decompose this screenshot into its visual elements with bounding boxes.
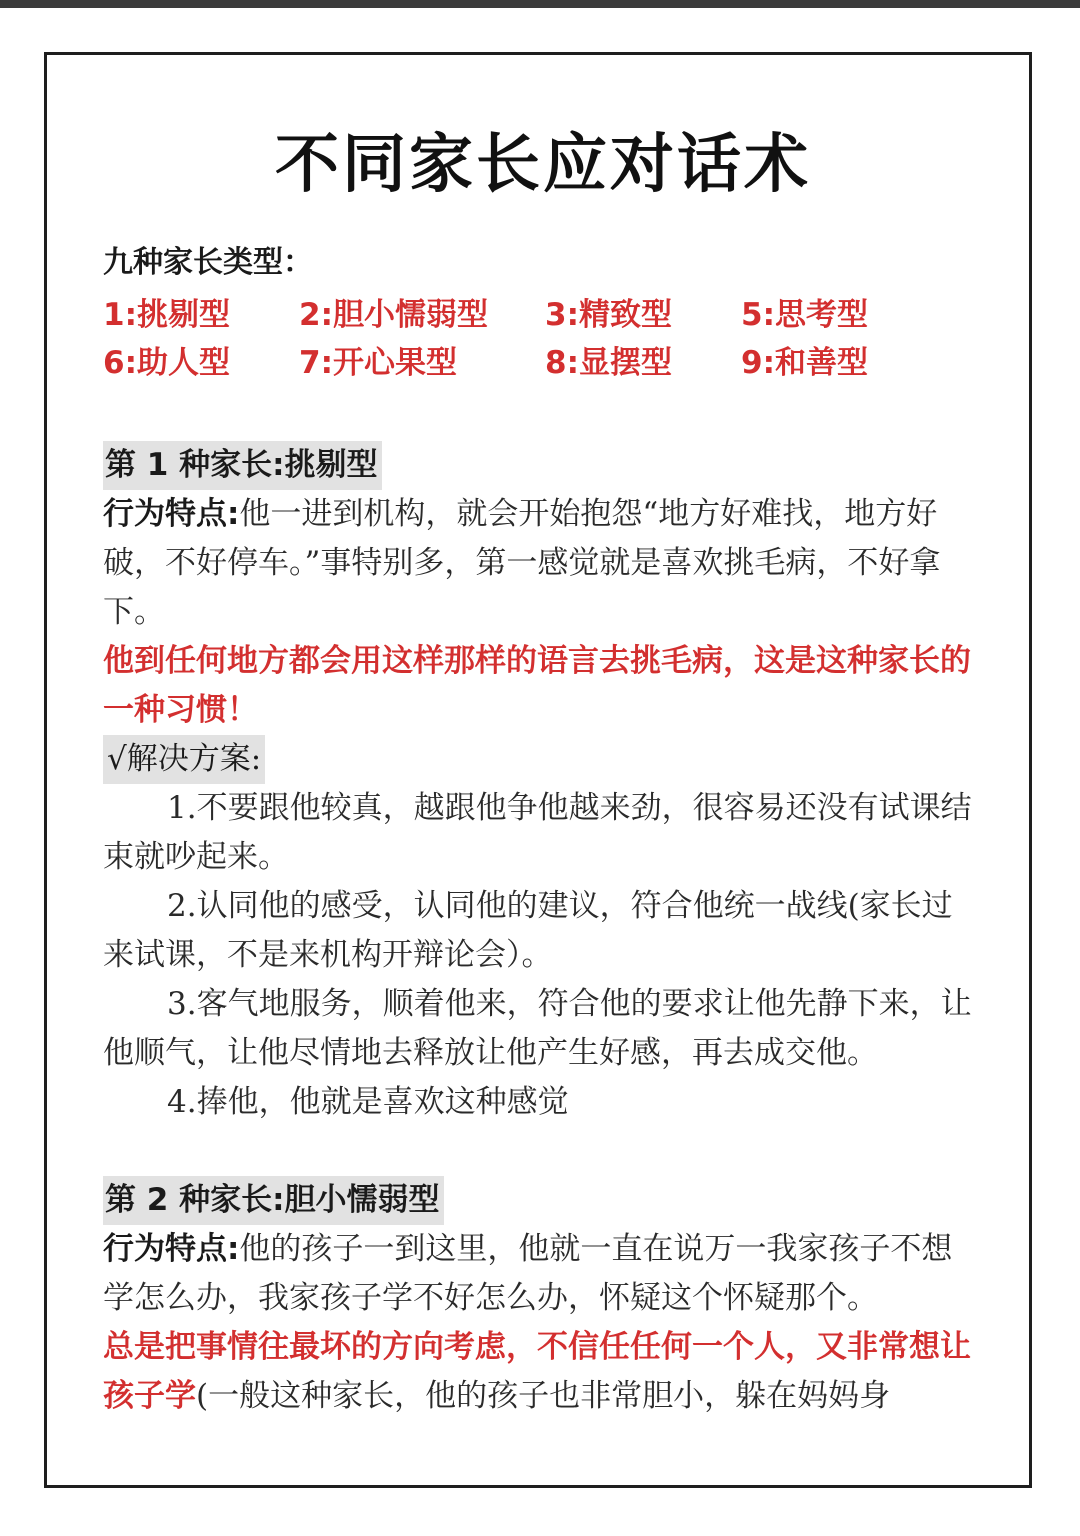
types-heading: 九种家长类型： (103, 245, 313, 280)
page-title: 不同家长应对话术 (275, 128, 811, 202)
highlight-paragraph (103, 1323, 978, 1421)
solution-label: √解决方案: (103, 735, 265, 784)
top-border-bar (0, 0, 1080, 8)
solution-item: 2.认同他的感受，认同他的建议，符合他统一战线(家长过来试课，不是来机构开辩论会）。 (103, 888, 953, 973)
behavior-text: 他一进到机构，就会开始抱怨“地方好难找，地方好破，不好停车。”事特别多，第一感觉就是喜欢挑毛病，不好拿下。 (103, 496, 941, 630)
document-body (103, 441, 978, 1421)
type-item: 6:助人型 (103, 345, 230, 381)
type-item: 9:和善型 (741, 345, 868, 381)
type-item: 5:思考型 (741, 297, 868, 333)
continuation-text: (一般这种家长，他的孩子也非常胆小，躲在妈妈身 (196, 1378, 891, 1414)
behavior-paragraph (103, 1225, 978, 1323)
section-title: 第 1 种家长:挑剔型 (103, 441, 382, 490)
section-spacer (103, 1127, 978, 1176)
highlight-text: 他到任何地方都会用这样那样的语言去挑毛病，这是这种家长的一种习惯！ (103, 643, 971, 728)
highlight-text: 总是把事情往最坏的方向考虑，不信任任何一个人，又非常想让孩子学 (103, 1329, 971, 1414)
behavior-paragraph (103, 490, 978, 637)
behavior-label: 行为特点: (103, 496, 240, 532)
solution-item: 1.不要跟他较真，越跟他争他越来劲，很容易还没有试课结束就吵起来。 (103, 790, 972, 875)
behavior-label: 行为特点: (103, 1231, 240, 1267)
solution-item: 4.捧他，他就是喜欢这种感觉 (167, 1084, 569, 1120)
document-page (44, 52, 1032, 1488)
section-title: 第 2 种家长:胆小懦弱型 (103, 1176, 444, 1225)
type-item: 3:精致型 (545, 297, 672, 333)
type-item: 8:显摆型 (545, 345, 672, 381)
type-item: 2:胆小懦弱型 (299, 297, 488, 333)
type-item: 1:挑剔型 (103, 297, 230, 333)
behavior-text: 他的孩子一到这里，他就一直在说万一我家孩子不想学怎么办，我家孩子学不好怎么办，怀疑这个怀疑那个。 (103, 1231, 953, 1316)
solution-item: 3.客气地服务，顺着他来，符合他的要求让他先静下来，让他顺气，让他尽情地去释放让他产生好感，再去成交他。 (103, 986, 972, 1071)
type-item: 7:开心果型 (299, 345, 457, 381)
